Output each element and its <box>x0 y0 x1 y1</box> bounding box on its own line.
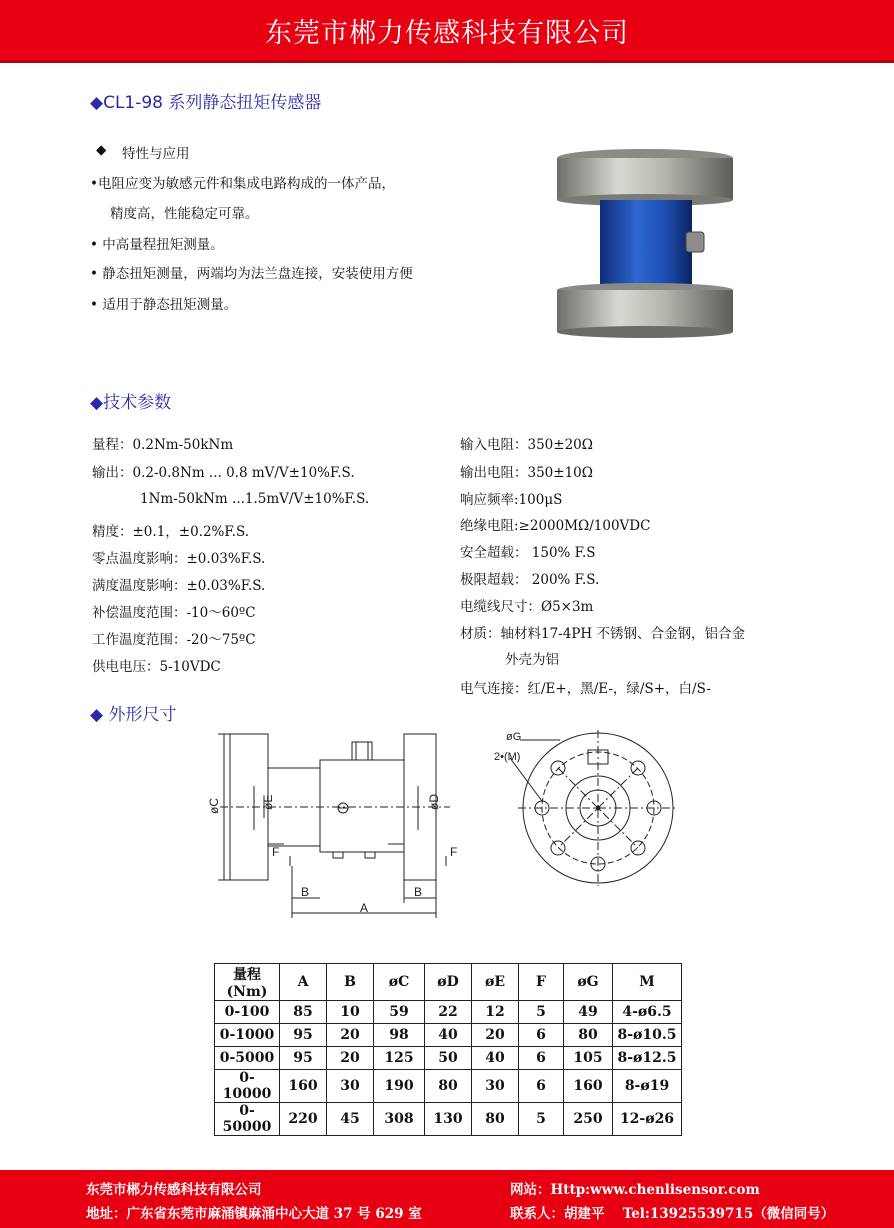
col-M: M <box>613 964 682 1001</box>
feature-line-3: • 中高量程扭矩测量。 <box>90 237 224 253</box>
cell: 59 <box>374 1001 425 1024</box>
table-row <box>215 1024 682 1047</box>
dimensions-table <box>214 963 682 1136</box>
label-A: A <box>360 901 369 915</box>
col-F: F <box>519 964 564 1001</box>
feature-line-1: •电阻应变为敏感元件和集成电路构成的一体产品， <box>90 176 395 192</box>
col-phiG: øG <box>564 964 613 1001</box>
sensor-photo <box>550 148 740 340</box>
label-F-left: F <box>272 845 280 859</box>
cell: 6 <box>519 1024 564 1047</box>
cell: 105 <box>564 1047 613 1070</box>
label-phiE: øE <box>261 794 275 810</box>
cell: 30 <box>327 1070 374 1103</box>
cell: 98 <box>374 1024 425 1047</box>
spec-span-temp: 满度温度影响：±0.03%F.S. <box>92 578 266 594</box>
dimension-drawing <box>200 728 700 928</box>
spec-voltage: 供电电压：5-10VDC <box>92 659 221 675</box>
spec-safe-overload: 安全超载： 150% F.S <box>460 545 596 561</box>
cell: 8-ø19 <box>613 1070 682 1103</box>
spec-material: 材质：轴材料17-4PH 不锈钢、合金钢，铝合金 <box>460 626 745 642</box>
spec-output-2: 1Nm-50kNm ...1.5mV/V±10%F.S. <box>140 491 370 507</box>
cell: 20 <box>472 1024 519 1047</box>
label-B-left: B <box>301 885 310 899</box>
cell: 12-ø26 <box>613 1103 682 1136</box>
cell: 5 <box>519 1103 564 1136</box>
cell: 125 <box>374 1047 425 1070</box>
cell: 22 <box>425 1001 472 1024</box>
footer-address: 地址：广东省东莞市麻涌镇麻涌中心大道 37 号 629 室 <box>86 1206 422 1222</box>
cell: 30 <box>472 1070 519 1103</box>
table-row <box>215 1047 682 1070</box>
spec-wiring: 电气连接：红/E+，黑/E-，绿/S+，白/S- <box>460 681 711 697</box>
cell: 8-ø12.5 <box>613 1047 682 1070</box>
footer-company: 东莞市郴力传感科技有限公司 <box>86 1182 262 1198</box>
cell: 80 <box>472 1103 519 1136</box>
footer-banner <box>0 1170 894 1228</box>
cell: 0-50000 <box>215 1103 280 1136</box>
label-phiG: øG <box>506 731 522 743</box>
cell: 95 <box>280 1024 327 1047</box>
cell: 85 <box>280 1001 327 1024</box>
cell: 160 <box>564 1070 613 1103</box>
spec-output-res: 输出电阻：350±10Ω <box>460 465 593 481</box>
cell: 5 <box>519 1001 564 1024</box>
cell: 8-ø10.5 <box>613 1024 682 1047</box>
cell: 40 <box>472 1047 519 1070</box>
footer-contact: 联系人：胡建平 Tel:13925539715（微信同号） <box>510 1206 835 1222</box>
header-banner <box>0 0 894 63</box>
spec-work-temp: 工作温度范围：-20～75ºC <box>92 632 256 648</box>
cell: 4-ø6.5 <box>613 1001 682 1024</box>
tech-heading: ◆技术参数 <box>90 393 172 413</box>
col-phiE: øE <box>472 964 519 1001</box>
feature-line-5: • 适用于静态扭矩测量。 <box>90 297 238 313</box>
cell: 250 <box>564 1103 613 1136</box>
cell: 49 <box>564 1001 613 1024</box>
cell: 80 <box>564 1024 613 1047</box>
spec-limit-overload: 极限超载： 200% F.S. <box>460 572 600 588</box>
spec-input-res: 输入电阻：350±20Ω <box>460 437 593 453</box>
col-phiD: øD <box>425 964 472 1001</box>
cell: 40 <box>425 1024 472 1047</box>
label-F-right: F <box>450 845 458 859</box>
col-B: B <box>327 964 374 1001</box>
spec-zero-temp: 零点温度影响：±0.03%F.S. <box>92 551 266 567</box>
cell: 10 <box>327 1001 374 1024</box>
cell: 6 <box>519 1047 564 1070</box>
cell: 160 <box>280 1070 327 1103</box>
cell: 130 <box>425 1103 472 1136</box>
cell: 0-5000 <box>215 1047 280 1070</box>
table-row <box>215 1103 682 1136</box>
cell: 50 <box>425 1047 472 1070</box>
label-B-right: B <box>414 885 423 899</box>
cell: 45 <box>327 1103 374 1136</box>
col-range: 量程(Nm) <box>215 964 280 1001</box>
spec-response: 响应频率:100μS <box>460 492 563 508</box>
label-phiC: øC <box>207 798 221 814</box>
cell: 0-10000 <box>215 1070 280 1103</box>
table-row <box>215 1070 682 1103</box>
footer-website[interactable]: 网站：Http:www.chenlisensor.com <box>510 1182 760 1198</box>
features-heading: 特性与应用 <box>122 146 190 162</box>
spec-output: 输出：0.2-0.8Nm ... 0.8 mV/V±10%F.S. <box>92 465 355 481</box>
features-heading-bullet: ◆ <box>96 142 107 158</box>
cell: 95 <box>280 1047 327 1070</box>
col-phiC: øC <box>374 964 425 1001</box>
cell: 308 <box>374 1103 425 1136</box>
company-title: 东莞市郴力传感科技有限公司 <box>265 18 629 49</box>
cell: 20 <box>327 1024 374 1047</box>
cell: 0-1000 <box>215 1024 280 1047</box>
cell: 12 <box>472 1001 519 1024</box>
spec-insulation: 绝缘电阻:≥2000MΩ/100VDC <box>460 518 651 534</box>
label-phiD: øD <box>427 794 441 810</box>
cell: 0-100 <box>215 1001 280 1024</box>
cell: 220 <box>280 1103 327 1136</box>
table-row <box>215 1001 682 1024</box>
feature-line-4: • 静态扭矩测量，两端均为法兰盘连接，安装使用方便 <box>90 266 413 282</box>
cell: 80 <box>425 1070 472 1103</box>
product-title: ◆CL1-98 系列静态扭矩传感器 <box>90 93 322 113</box>
spec-material-2: 外壳为铝 <box>505 652 559 668</box>
spec-cable: 电缆线尺寸：Ø5×3m <box>460 599 594 615</box>
feature-line-2: 精度高，性能稳定可靠。 <box>110 206 259 222</box>
spec-accuracy: 精度：±0.1，±0.2%F.S. <box>92 524 250 540</box>
label-M: 2•(M) <box>494 751 521 763</box>
col-A: A <box>280 964 327 1001</box>
spec-range: 量程：0.2Nm-50kNm <box>92 437 234 453</box>
cell: 6 <box>519 1070 564 1103</box>
cell: 20 <box>327 1047 374 1070</box>
dims-heading: ◆ 外形尺寸 <box>90 705 177 725</box>
cell: 190 <box>374 1070 425 1103</box>
table-header-row <box>215 964 682 1001</box>
spec-comp-temp: 补偿温度范围：-10～60ºC <box>92 605 256 621</box>
